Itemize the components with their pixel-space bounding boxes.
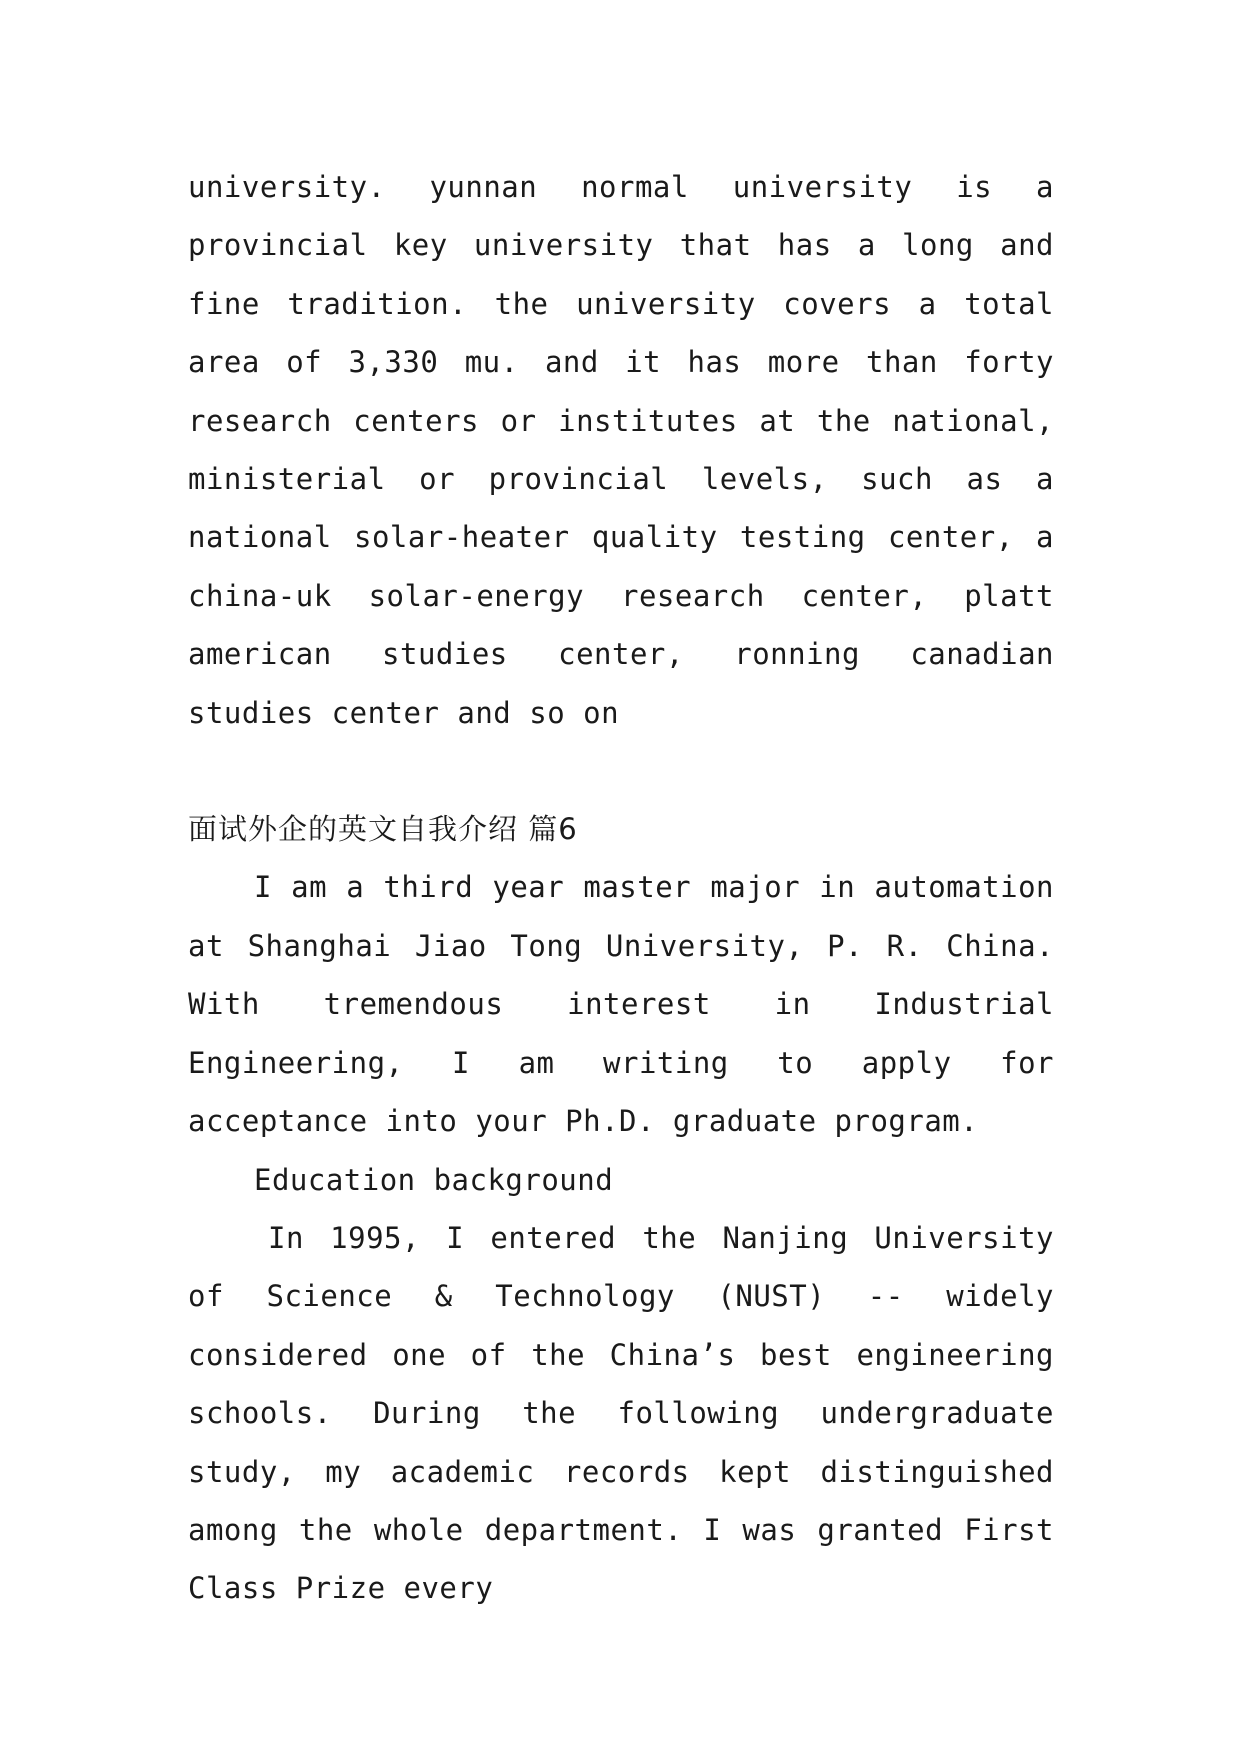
education-paragraph: In 1995, I entered the Nanjing University of Science & Technology (NUST) -- widely considered one of the China’s best engineering schools. During the following undergraduate study, my academic records kept distinguished among the whole department. I was granted First Class Prize every xyxy=(188,1220,1054,1606)
education-heading: Education background xyxy=(254,1162,614,1197)
opening-paragraph: I am a third year master major in automation at Shanghai Jiao Tong University, P. R. China. With tremendous interest in Industrial Engineering, I am writing to apply for acceptance into your Ph.D. graduate program. xyxy=(188,870,1054,1139)
paragraph-spacer xyxy=(188,742,1054,800)
section-heading: 面试外企的英文自我介绍 篇6 xyxy=(188,812,578,847)
document-body xyxy=(188,158,1054,1618)
intro-paragraph: university. yunnan normal university is a provincial key university that has a long and fine tradition. the university covers a total area of 3,330 mu. and it has more than forty research centers or institutes at the national, ministerial or provincial levels, such as a national solar-heater quality testing center, a china-uk solar-energy research center, platt american studies center, ronning canadian studies center and so on xyxy=(188,170,1054,730)
